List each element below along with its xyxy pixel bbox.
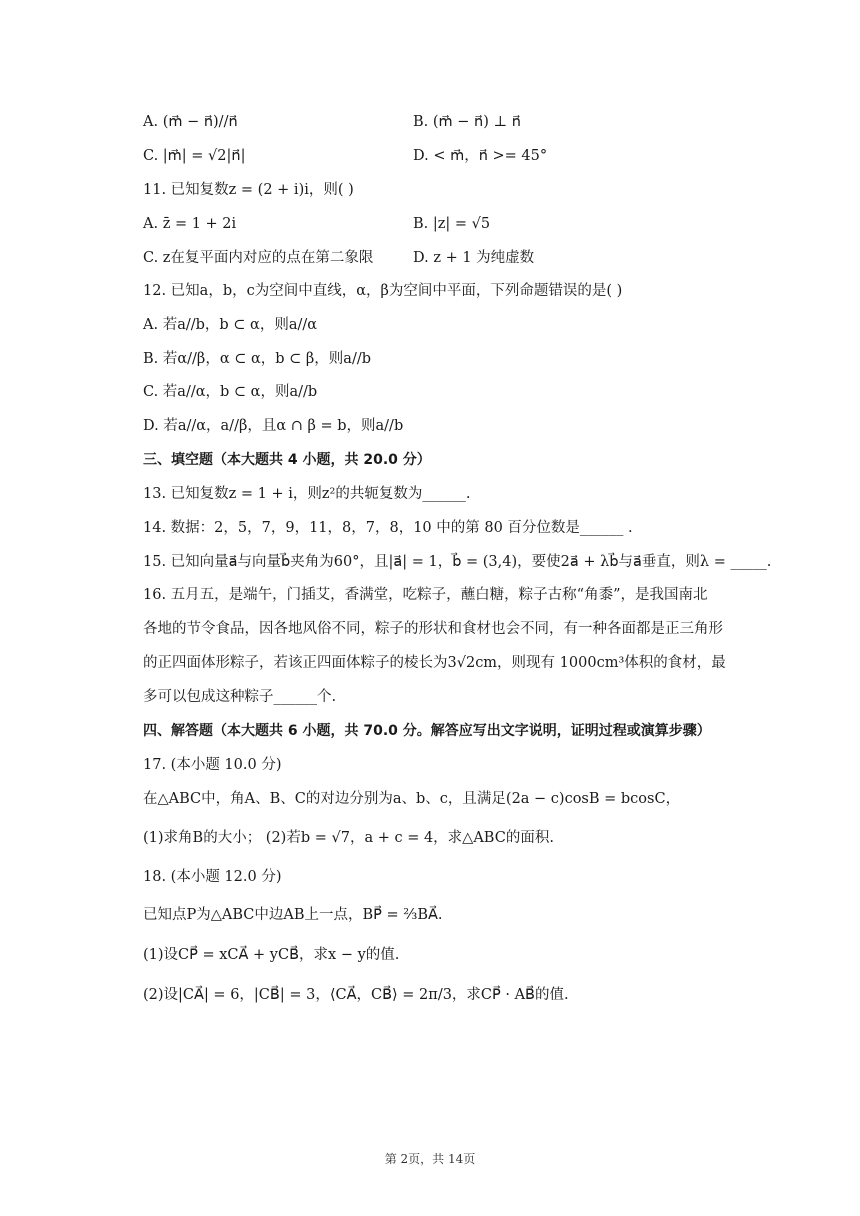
q16-line-3: 的正四面体形粽子，若该正四面体粽子的棱长为3√2cm，则现有 1000cm³体积的食材，最: [143, 655, 726, 671]
q14: 14. 数据：2，5，7，9，11，8，7，8，10 中的第 80 百分位数是______ .: [143, 520, 633, 536]
q17-line-1: 在△ABC中，角A、B、C的对边分别为a、b、c，且满足(2a − c)cosB = bcosC，: [143, 791, 681, 807]
q12-stem: 12. 已知a，b，c为空间中直线，α，β为空间中平面，下列命题错误的是( ): [143, 283, 623, 299]
q11-option-b: B. |z| = √5: [413, 216, 491, 232]
q10-option-c: C. |m⃗| = √2|n⃗|: [143, 148, 246, 164]
q16-line-2: 各地的节令食品，因各地风俗不同，粽子的形状和食材也会不同，有一种各面都是正三角形: [143, 621, 723, 637]
q13: 13. 已知复数z = 1 + i，则z²的共轭复数为______.: [143, 486, 471, 502]
q11-option-a: A. z̄ = 1 + 2i: [143, 216, 237, 232]
q16-line-1: 16. 五月五，是端午，门插艾，香满堂，吃粽子，蘸白糖，粽子古称“角黍”，是我国南北: [143, 587, 708, 603]
q18-head: 18. (本小题 12.0 分): [143, 869, 282, 885]
q12-option-c: C. 若a//α，b ⊂ α，则a//b: [143, 384, 318, 400]
q10-option-b: B. (m⃗ − n⃗) ⊥ n⃗: [413, 114, 521, 130]
q17-head: 17. (本小题 10.0 分): [143, 757, 282, 773]
q18-line-1: 已知点P为△ABC中边AB上一点，BP⃗ = ⅔BA⃗.: [143, 907, 443, 923]
section-heading-solutions: 四、解答题（本大题共 6 小题，共 70.0 分。解答应写出文字说明，证明过程或演算步骤）: [143, 723, 711, 739]
q10-option-a: A. (m⃗ − n⃗)//n⃗: [143, 114, 238, 130]
page-footer: 第 2页，共 14页: [384, 1152, 476, 1166]
q10-option-d: D. < m⃗，n⃗ >= 45°: [413, 148, 548, 164]
q15: 15. 已知向量a⃗与向量b⃗夹角为60°，且|a⃗| = 1，b⃗ = (3,4)，要使2a⃗ + λb⃗与a⃗垂直，则λ = _____.: [143, 554, 772, 570]
q18-line-3: (2)设|CA⃗| = 6，|CB⃗| = 3，⟨CA⃗，CB⃗⟩ = 2π/3，求CP⃗ · AB⃗的值.: [143, 987, 569, 1003]
q16-line-4: 多可以包成这种粽子______个.: [143, 689, 337, 705]
q12-option-a: A. 若a//b，b ⊂ α，则a//α: [143, 317, 318, 333]
q18-line-2: (1)设CP⃗ = xCA⃗ + yCB⃗，求x − y的值.: [143, 947, 400, 963]
q11-stem: 11. 已知复数z = (2 + i)i，则( ): [143, 182, 354, 198]
q17-line-2: (1)求角B的大小； (2)若b = √7，a + c = 4，求△ABC的面积.: [143, 830, 554, 846]
q11-option-d: D. z + 1 为纯虚数: [413, 250, 535, 266]
q12-option-d: D. 若a//α，a//β，且α ∩ β = b，则a//b: [143, 418, 404, 434]
section-heading-fill-in: 三、填空题（本大题共 4 小题，共 20.0 分）: [143, 452, 431, 468]
q11-option-c: C. z在复平面内对应的点在第二象限: [143, 250, 374, 266]
q12-option-b: B. 若α//β，α ⊂ α，b ⊂ β，则a//b: [143, 351, 371, 367]
